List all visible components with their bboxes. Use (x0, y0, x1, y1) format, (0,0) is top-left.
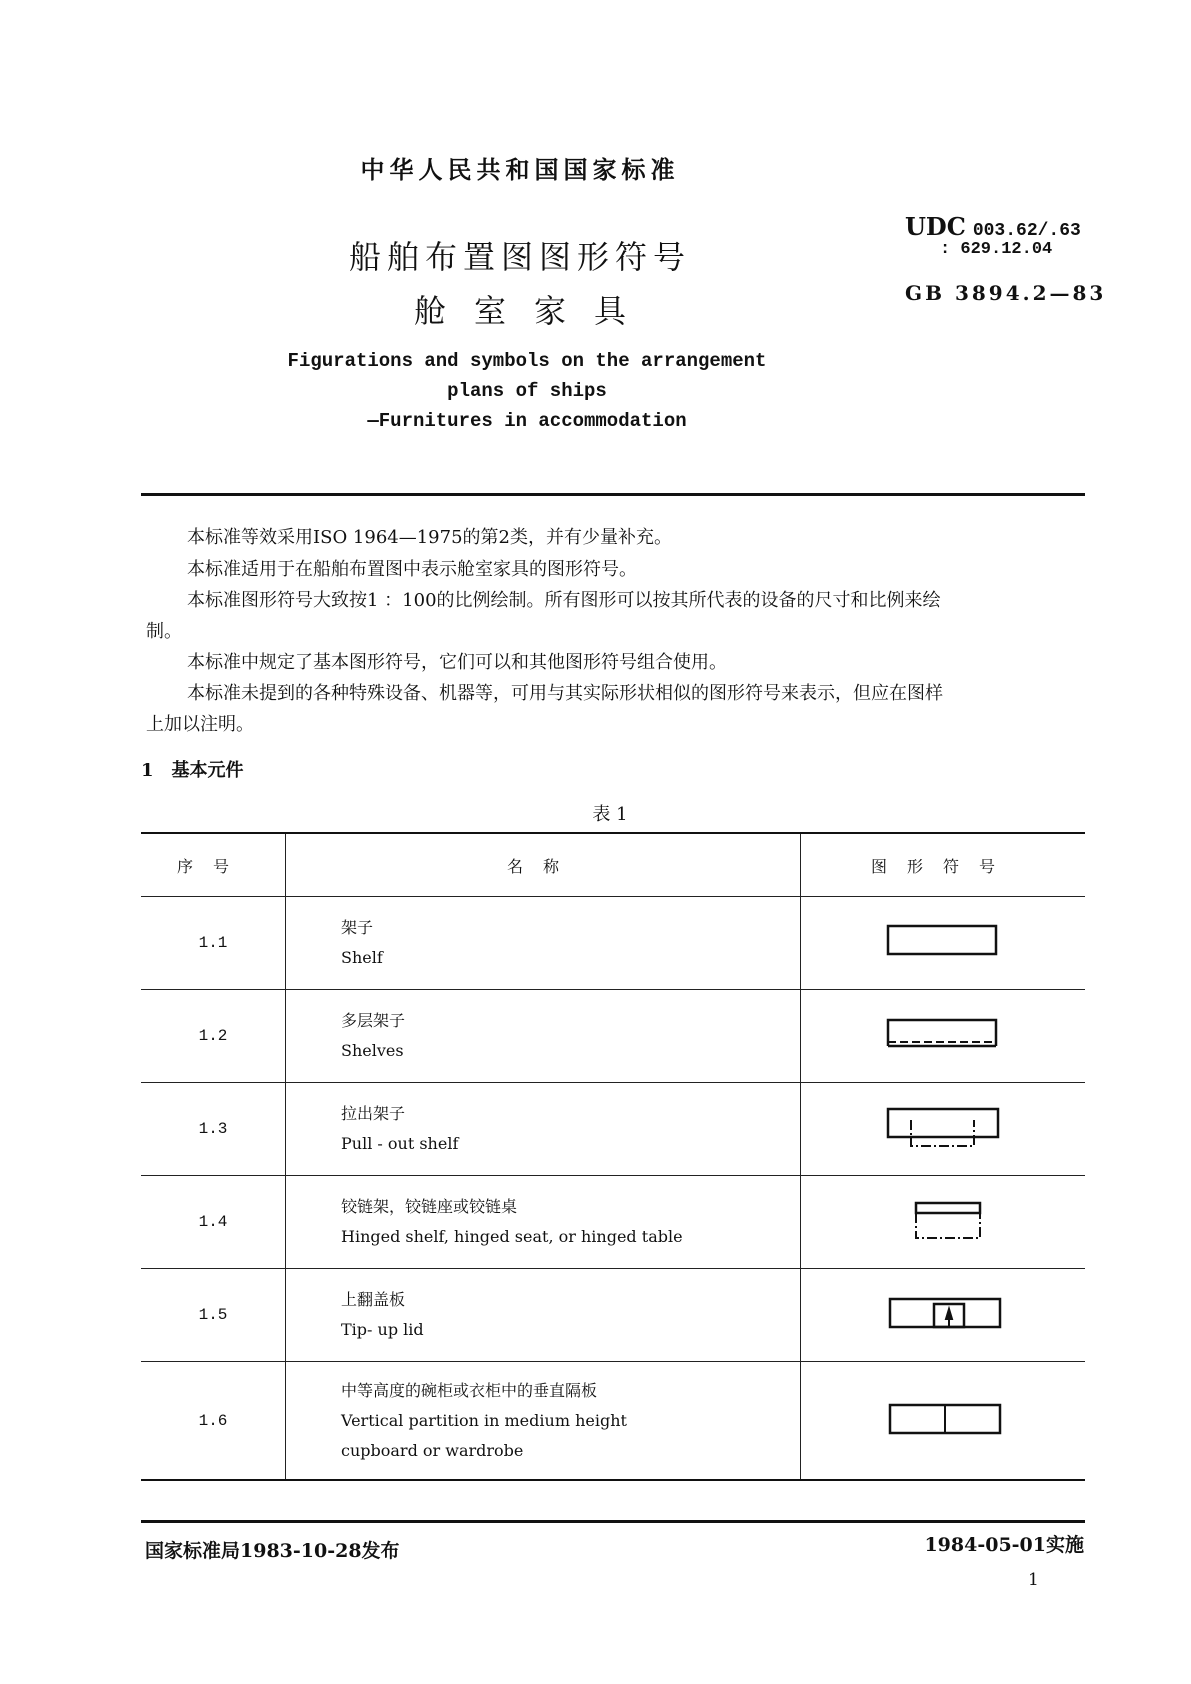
section-heading: 1 基本元件 (141, 760, 244, 781)
name-en: Tip- up lid (341, 1320, 424, 1339)
row-num: 1.3 (141, 1083, 286, 1176)
intro-para: 制。 (146, 621, 182, 642)
title-cn: 船舶布置图图形符号 (348, 238, 692, 276)
table-caption: 表 1 (592, 804, 628, 825)
subtitle-cn: 舱室家具 (413, 292, 655, 330)
intro-para: 本标准中规定了基本图形符号，它们可以和其他图形符号组合使用。 (187, 652, 727, 673)
name-cn: 中等高度的碗柜或衣柜中的垂直隔板 (341, 1380, 598, 1400)
name-en: Shelf (341, 948, 383, 967)
table-row (141, 897, 1085, 990)
name-en: Vertical partition in medium height (341, 1410, 627, 1430)
name-en: Shelves (341, 1041, 404, 1060)
symbols-table (141, 832, 1085, 1481)
table-header (141, 833, 1085, 897)
row-num: 1.1 (141, 897, 286, 990)
udc-code: 003.62/.63 (972, 221, 1081, 241)
footer-rule (141, 1520, 1085, 1523)
page-number: 1 (1028, 1570, 1039, 1590)
header-num: 序号 (141, 833, 286, 897)
issued-date: 国家标准局1983-10-28发布 (145, 1540, 400, 1562)
table-row (141, 1176, 1085, 1269)
header-rule (141, 493, 1085, 496)
hinged-shelf-symbol (878, 1198, 1008, 1242)
row-num: 1.2 (141, 990, 286, 1083)
row-num: 1.4 (141, 1176, 286, 1269)
name-cn: 拉出架子 (341, 1104, 406, 1123)
header-name: 名称 (286, 833, 801, 897)
table-row (141, 1083, 1085, 1176)
shelf-symbol (878, 921, 1008, 961)
table-row (141, 1362, 1085, 1481)
name-cn: 架子 (341, 918, 374, 937)
udc-block (905, 212, 1081, 241)
title-en-1: Figurations and symbols on the arrangement (287, 350, 767, 372)
title-en-3: —Furnitures in accommodation (367, 410, 687, 432)
name-cn: 铰链架，铰链座或铰链桌 (341, 1197, 518, 1216)
intro-para: 上加以注明。 (146, 714, 254, 735)
row-num: 1.6 (141, 1362, 286, 1481)
org-title: 中华人民共和国国家标准 (360, 155, 680, 184)
header-symbol: 图形符号 (801, 833, 1086, 897)
vertical-partition-symbol (878, 1399, 1008, 1439)
title-en-2: plans of ships (447, 380, 607, 402)
intro-para: 本标准适用于在船舶布置图中表示舱室家具的图形符号。 (187, 559, 637, 580)
table-row (141, 1269, 1085, 1362)
intro-para: 本标准图形符号大致按1 ：100的比例绘制。所有图形可以按其所代表的设备的尺寸和比例来绘 (187, 590, 941, 611)
name-en: Pull - out shelf (341, 1134, 459, 1153)
name-cn: 上翻盖板 (341, 1290, 406, 1309)
row-num: 1.5 (141, 1269, 286, 1362)
effective-date: 1984-05-01实施 (924, 1534, 1084, 1556)
standard-number: GB 3894.2—83 (905, 281, 1107, 305)
name-en-2: cupboard or wardrobe (341, 1440, 524, 1460)
table-row (141, 990, 1085, 1083)
intro-para: 本标准等效采用ISO 1964—1975的第2类，并有少量补充。 (187, 527, 672, 548)
intro-para: 本标准未提到的各种特殊设备、机器等，可用与其实际形状相似的图形符号来表示，但应在图样 (187, 683, 943, 704)
udc-label: UDC (905, 212, 966, 241)
udc-code-2: : 629.12.04 (940, 240, 1053, 259)
name-cn: 多层架子 (341, 1011, 406, 1030)
name-en: Hinged shelf, hinged seat, or hinged table (341, 1227, 683, 1246)
pull-out-shelf-symbol (878, 1105, 1008, 1149)
tip-up-lid-symbol (878, 1293, 1008, 1333)
shelves-symbol (878, 1014, 1008, 1054)
